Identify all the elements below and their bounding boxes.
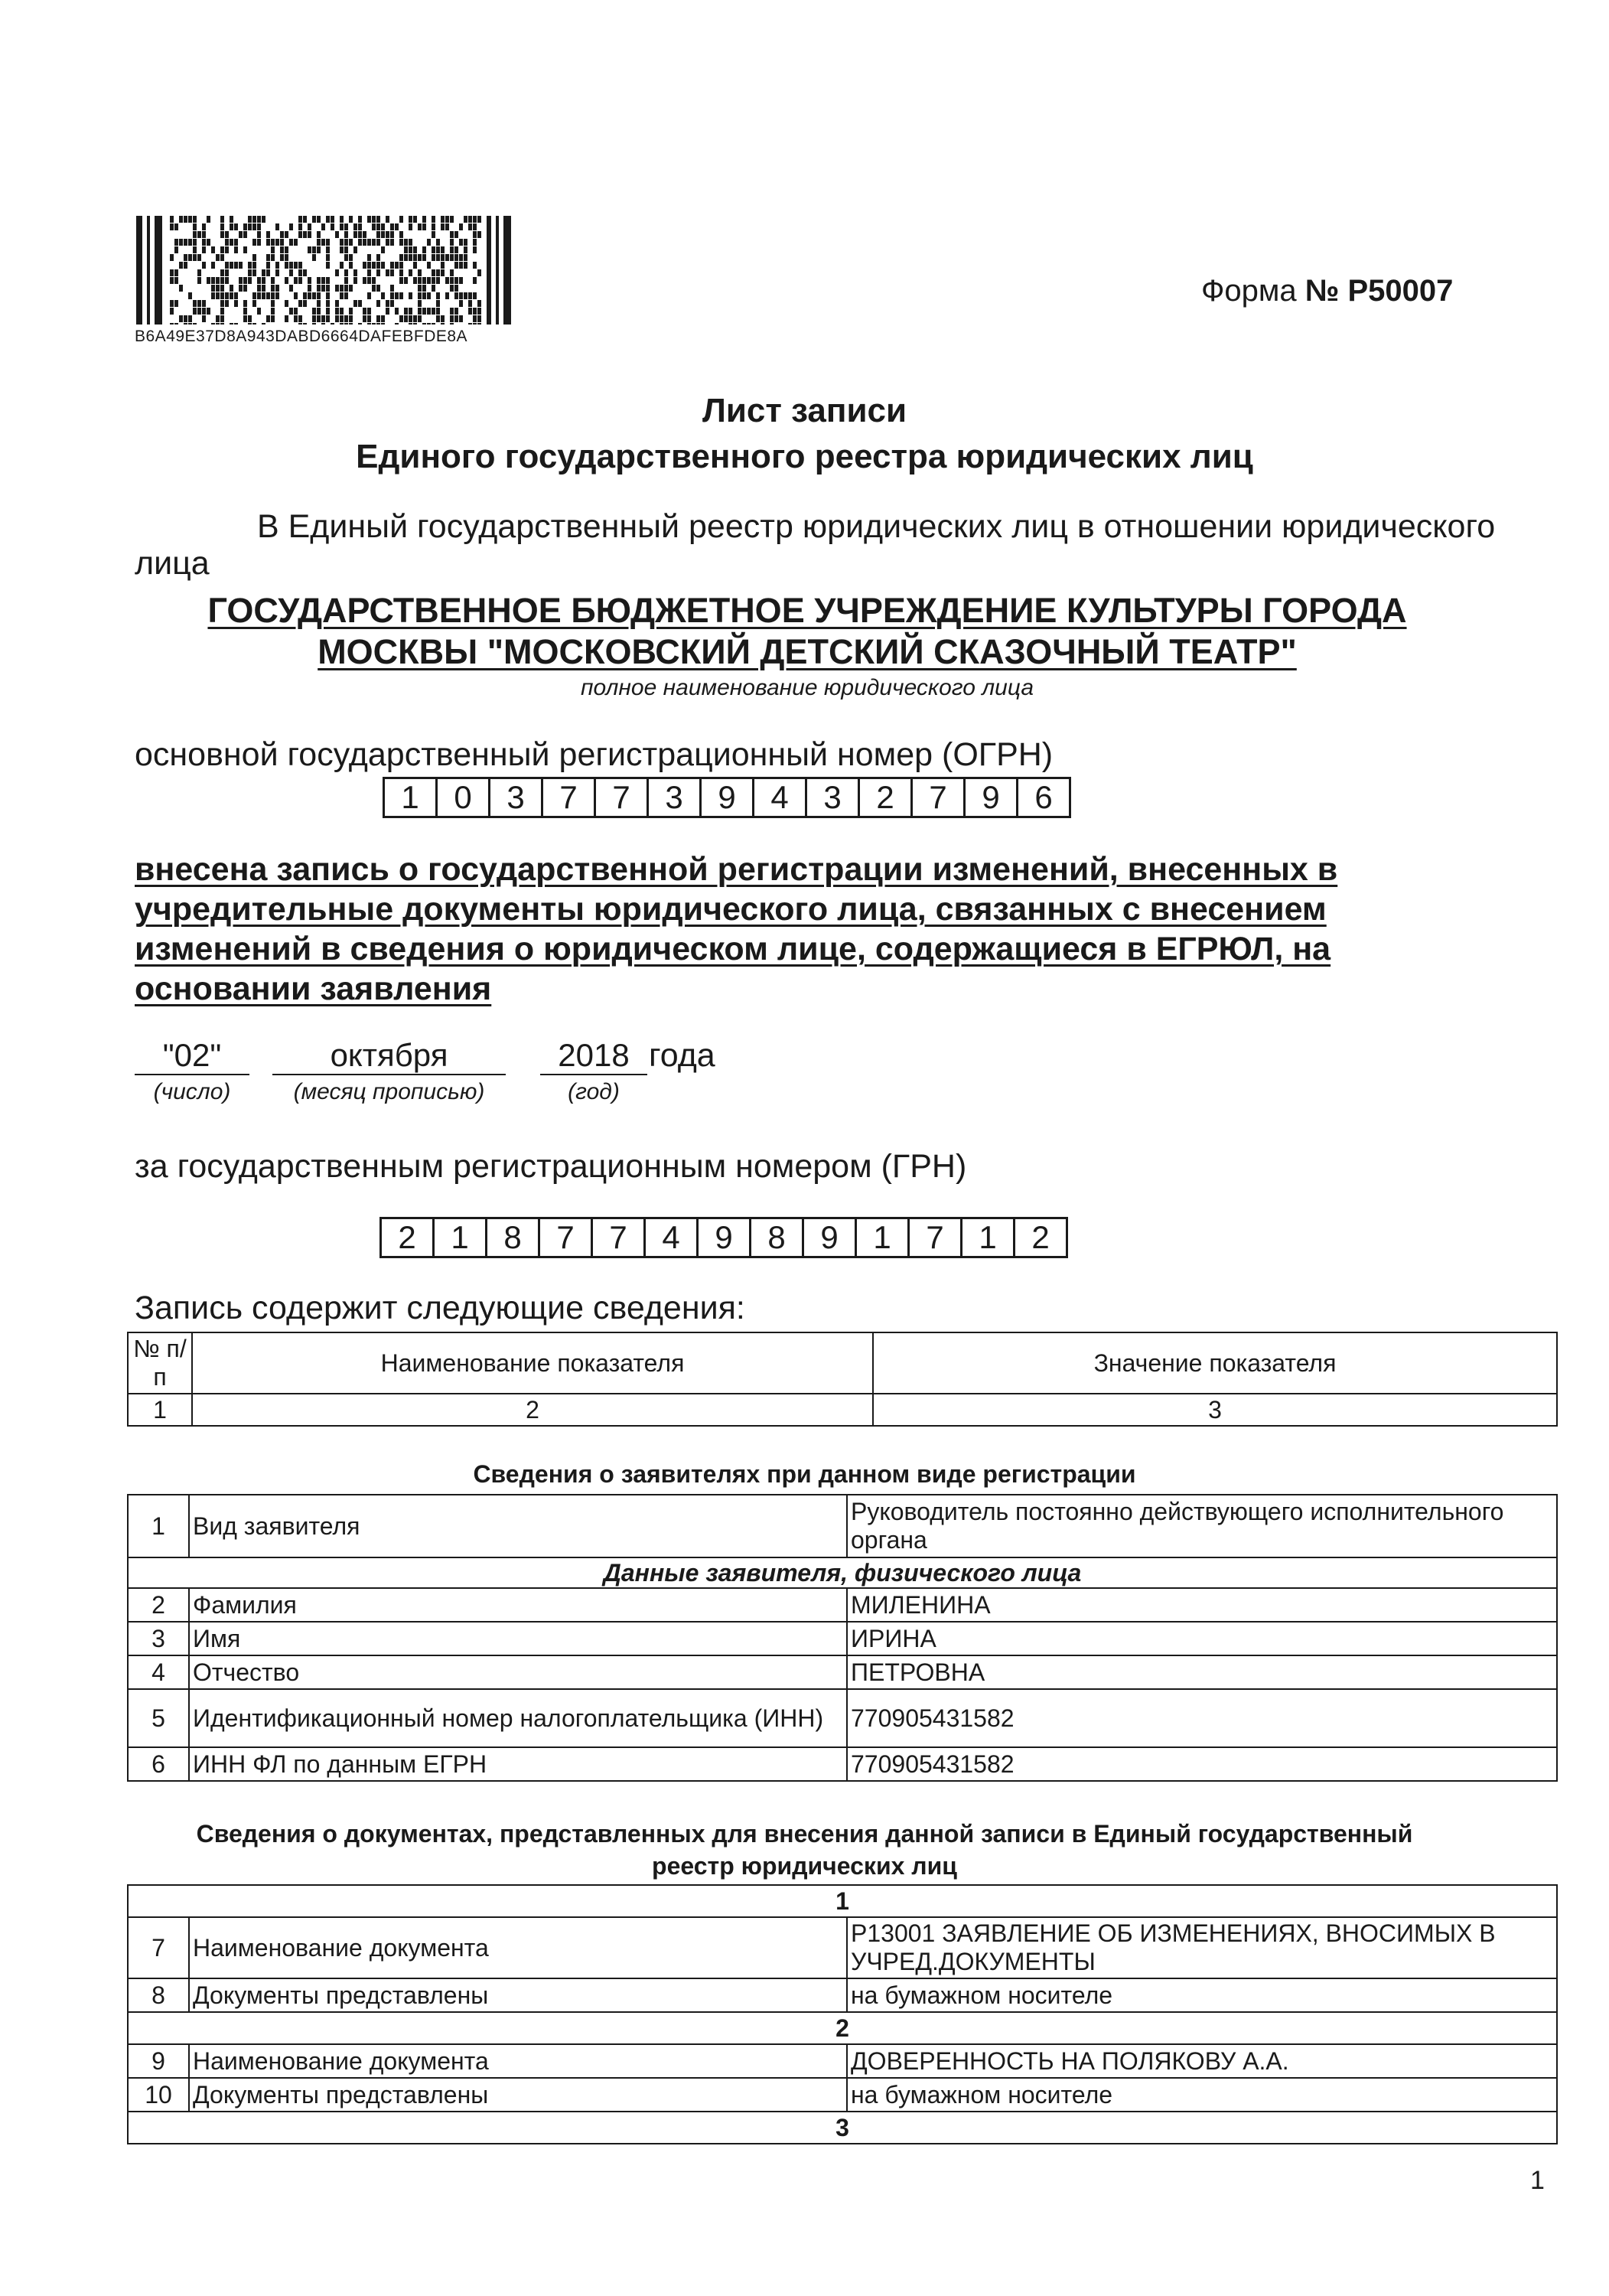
grn-digit: 2: [1031, 1219, 1050, 1255]
applicant-subheader: Данные заявителя, физического лица: [128, 1557, 1557, 1588]
documents-table: [127, 1884, 1558, 2144]
ogrn-label: основной государственный регистрационный номер (ОГРН): [135, 736, 1054, 773]
table-row: [128, 1689, 1557, 1747]
row-name: Наименование документа: [189, 2044, 847, 2078]
table-row: [128, 2044, 1557, 2078]
row-value: Р13001 ЗАЯВЛЕНИЕ ОБ ИЗМЕНЕНИЯХ, ВНОСИМЫХ В УЧРЕД.ДОКУМЕНТЫ: [847, 1917, 1557, 1978]
ogrn-digit: 4: [754, 779, 807, 816]
grn-label: за государственным регистрационным номером (ГРН): [135, 1148, 967, 1185]
row-number: 8: [128, 1978, 189, 2012]
row-name: Наименование документа: [189, 1917, 847, 1978]
row-name: ИНН ФЛ по данным ЕГРН: [189, 1747, 847, 1781]
date-year-caption: (год): [568, 1079, 620, 1104]
document-group-number: 3: [128, 2112, 1557, 2144]
ogrn-digit: 3: [649, 779, 702, 816]
grn-digit: 2: [382, 1219, 435, 1256]
row-number: 3: [128, 1622, 189, 1655]
statement-line-3: изменений в сведения о юридическом лице, содержащиеся в ЕГРЮЛ, на: [135, 931, 1331, 967]
date-year: 2018: [540, 1037, 647, 1075]
row-value: ДОВЕРЕННОСТЬ НА ПОЛЯКОВУ А.А.: [847, 2044, 1557, 2078]
row-value: МИЛЕНИНА: [847, 1588, 1557, 1622]
form-label: Форма: [1201, 274, 1297, 308]
row-name: Идентификационный номер налогоплательщика (ИНН): [189, 1689, 847, 1747]
header-num-2: 2: [192, 1394, 873, 1426]
table-row: [128, 1588, 1557, 1622]
grn-digit: 7: [593, 1219, 646, 1256]
ogrn-digit: 9: [702, 779, 754, 816]
table-row: [128, 1747, 1557, 1781]
row-name: Имя: [189, 1622, 847, 1655]
ogrn-digit: 3: [490, 779, 543, 816]
statement-line-1: внесена запись о государственной регистрации изменений, внесенных в: [135, 851, 1338, 888]
grn-digit: 4: [646, 1219, 699, 1256]
org-name-caption: полное наименование юридического лица: [580, 675, 1034, 700]
section-documents-title-1: Сведения о документах, представленных для внесения данной записи в Единый государственный: [196, 1820, 1413, 1848]
statement-line-2: учредительные документы юридического лица, связанных с внесением: [135, 891, 1327, 928]
row-number: 1: [128, 1495, 189, 1557]
group-header-row: [128, 2012, 1557, 2044]
barcode-code: B6A49E37D8A943DABD6664DAFEBFDE8A: [135, 328, 468, 345]
table-row: [128, 1655, 1557, 1689]
ogrn-digit: 3: [807, 779, 860, 816]
section-applicants-title: Сведения о заявителях при данном виде регистрации: [473, 1460, 1136, 1488]
group-header-row: [128, 2112, 1557, 2144]
row-name: Документы представлены: [189, 1978, 847, 2012]
applicants-table: [127, 1494, 1558, 1782]
row-value: ИРИНА: [847, 1622, 1557, 1655]
section-documents-title-2: реестр юридических лиц: [652, 1852, 957, 1880]
ogrn-digit: 6: [1034, 779, 1053, 815]
header-num-3: 3: [873, 1394, 1557, 1426]
grn-digit: 8: [751, 1219, 804, 1256]
grn-digit: 9: [699, 1219, 751, 1256]
grn-digit: 1: [962, 1219, 1015, 1256]
group-header-row: [128, 1885, 1557, 1917]
table-row: [128, 1495, 1557, 1557]
header-col-number: № п/п: [128, 1332, 192, 1394]
ogrn-digit: 0: [438, 779, 490, 816]
grn-digit: 7: [910, 1219, 962, 1256]
row-value: на бумажном носителе: [847, 2078, 1557, 2112]
row-number: 10: [128, 2078, 189, 2112]
ogrn-digit: 7: [913, 779, 966, 816]
table-subheader-row: [128, 1557, 1557, 1588]
form-number-value: № Р50007: [1304, 274, 1454, 308]
grn-digit: 9: [804, 1219, 857, 1256]
table-row: [128, 1622, 1557, 1655]
grn-digit: 1: [857, 1219, 910, 1256]
row-number: 9: [128, 2044, 189, 2078]
ogrn-digit: 7: [596, 779, 649, 816]
barcode-image: [136, 216, 511, 325]
row-number: 5: [128, 1689, 189, 1747]
date-year-suffix: года: [649, 1037, 715, 1074]
table-row: [128, 1917, 1557, 1978]
header-col-value: Значение показателя: [873, 1332, 1557, 1394]
document-subtitle: Единого государственного реестра юридических лиц: [356, 438, 1253, 475]
grn-digit: 1: [435, 1219, 487, 1256]
statement-line-4: основании заявления: [135, 970, 492, 1007]
intro-text-continued: лица: [135, 545, 210, 582]
ogrn-digit: 7: [543, 779, 596, 816]
row-value: на бумажном носителе: [847, 1978, 1557, 2012]
row-name: Вид заявителя: [189, 1495, 847, 1557]
intro-text: В Единый государственный реестр юридических лиц в отношении юридического: [257, 508, 1496, 545]
grn-digits: [379, 1217, 1068, 1258]
ogrn-digit: 2: [860, 779, 913, 816]
row-value: 770905431582: [847, 1747, 1557, 1781]
page-number: 1: [1530, 2166, 1545, 2195]
row-name: Отчество: [189, 1655, 847, 1689]
row-number: 2: [128, 1588, 189, 1622]
org-name-line-2: МОСКВЫ "МОСКОВСКИЙ ДЕТСКИЙ СКАЗОЧНЫЙ ТЕАТР": [318, 632, 1297, 671]
grn-digit: 7: [540, 1219, 593, 1256]
ogrn-digits: [383, 777, 1071, 818]
date-day-caption: (число): [153, 1079, 231, 1104]
date-month: октября: [272, 1037, 506, 1075]
header-col-name: Наименование показателя: [192, 1332, 873, 1394]
form-number: [1201, 274, 1453, 308]
ogrn-digit: 1: [385, 779, 438, 816]
header-num-1: 1: [128, 1394, 192, 1426]
table-row: [128, 2078, 1557, 2112]
document-title: Лист записи: [702, 392, 907, 429]
row-number: 4: [128, 1655, 189, 1689]
date-day: "02": [135, 1037, 249, 1075]
date-month-caption: (месяц прописью): [293, 1079, 485, 1104]
row-value: ПЕТРОВНА: [847, 1655, 1557, 1689]
header-table: [127, 1332, 1558, 1427]
ogrn-digit: 9: [966, 779, 1018, 816]
document-group-number: 1: [128, 1885, 1557, 1917]
org-name-line-1: ГОСУДАРСТВЕННОЕ БЮДЖЕТНОЕ УЧРЕЖДЕНИЕ КУЛЬТУРЫ ГОРОДА: [207, 591, 1407, 630]
table-row: [128, 1978, 1557, 2012]
row-value: Руководитель постоянно действующего исполнительного органа: [847, 1495, 1557, 1557]
row-name: Фамилия: [189, 1588, 847, 1622]
record-contains: Запись содержит следующие сведения:: [135, 1290, 745, 1326]
grn-digit: 8: [487, 1219, 540, 1256]
row-number: 6: [128, 1747, 189, 1781]
document-group-number: 2: [128, 2012, 1557, 2044]
row-value: 770905431582: [847, 1689, 1557, 1747]
row-name: Документы представлены: [189, 2078, 847, 2112]
row-number: 7: [128, 1917, 189, 1978]
